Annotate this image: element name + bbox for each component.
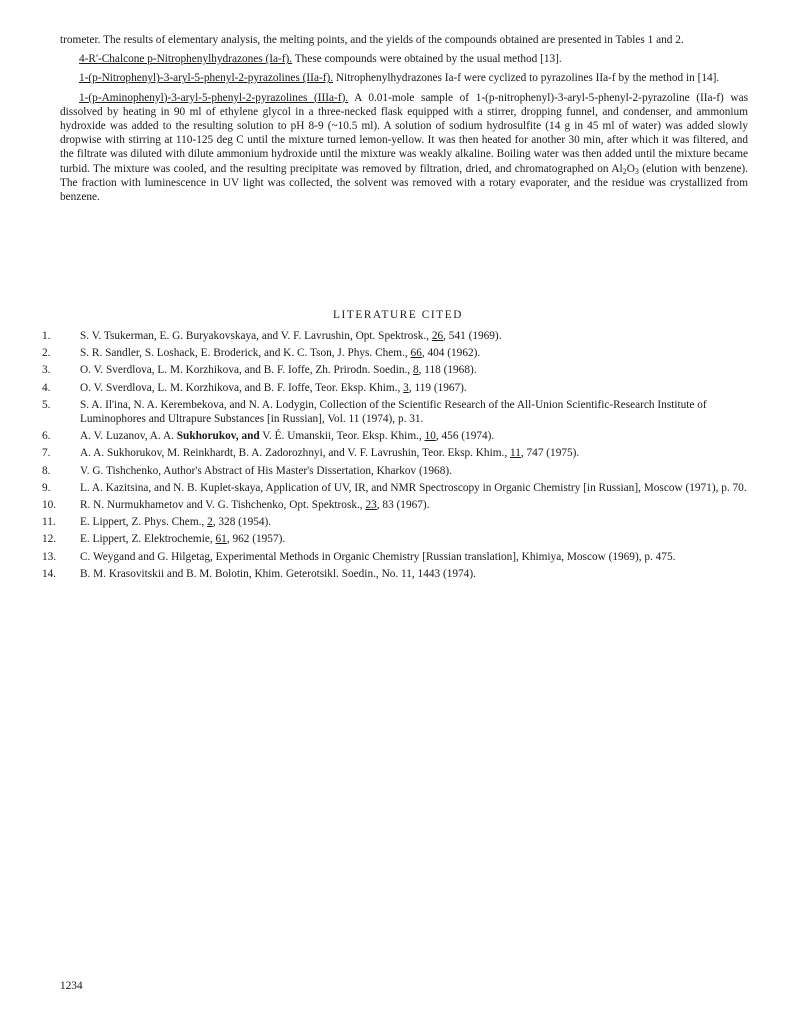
reference-volume: 2 [207, 516, 213, 529]
reference-item [42, 498, 748, 512]
reference-text: , 541 (1969). [443, 330, 502, 342]
reference-item [42, 567, 748, 581]
reference-number: 8. [42, 464, 51, 477]
reference-number: 11. [42, 516, 56, 529]
reference-number: 13. [42, 550, 57, 563]
reference-volume: 66 [410, 347, 422, 360]
section-aminophenyl-pyrazolines [60, 91, 748, 205]
reference-number: 1. [42, 330, 51, 342]
reference-item [42, 381, 748, 395]
reference-item [42, 446, 748, 460]
reference-number: 3. [42, 364, 51, 377]
reference-text: , 328 (1954). [212, 516, 272, 529]
reference-text: , 404 (1962). [421, 347, 481, 360]
reference-text: V. G. Tishchenko, Author's Abstract of His Master's Dissertation, Kharkov (1968). [80, 464, 452, 477]
reference-text: , 118 (1968). [418, 364, 477, 377]
reference-text: C. Weygand and G. Hilgetag, Experimental Methods in Organic Chemistry [Russian translation], Khimiya, Moscow (1969), p. 475. [80, 550, 676, 563]
subscript: 2 [622, 166, 627, 176]
literature-cited-heading: LITERATURE CITED [332, 309, 464, 321]
reference-text: E. Lippert, Z. Elektrochemie, [80, 533, 216, 546]
reference-text: L. A. Kazitsina, and N. B. Kuplet-skaya, Application of UV, IR, and NMR Spectroscopy in Organic Chemistry [in Russian], Moscow (1971), p. 70. [80, 481, 747, 494]
reference-item [42, 346, 748, 360]
reference-text: B. M. Krasovitskii and B. M. Bolotin, Khim. Geterotsikl. Soedin., No. 11, 1443 (1974). [80, 567, 476, 580]
reference-item [42, 464, 748, 478]
reference-item [42, 363, 748, 377]
reference-text: , 119 (1967). [408, 381, 467, 394]
reference-number: 6. [42, 430, 51, 443]
reference-item [42, 515, 748, 529]
reference-item [42, 329, 748, 343]
intro-paragraph: trometer. The results of elementary analysis, the melting points, and the yields of the compounds obtained are presented in Tables 1 and 2. [60, 34, 684, 46]
body-text [60, 33, 748, 209]
reference-text-bold: Sukhorukov, and [176, 430, 260, 443]
reference-list [42, 329, 748, 584]
reference-item [42, 550, 748, 564]
reference-number: 10. [42, 499, 57, 512]
section-text: These compounds were obtained by the usual method [13]. [292, 53, 562, 66]
reference-number: 12. [42, 533, 57, 546]
reference-number: 7. [42, 447, 51, 460]
reference-text: O. V. Sverdlova, L. M. Korzhikova, and B. F. Ioffe, Zh. Prirodn. Soedin., [80, 364, 413, 377]
section-nitrophenyl-pyrazolines [60, 71, 748, 85]
reference-item [42, 532, 748, 546]
section-text: O [626, 162, 635, 175]
reference-text: V. É. Umanskii, Teor. Eksp. Khim., [259, 430, 425, 443]
reference-item [42, 481, 748, 495]
reference-text: A. A. Sukhorukov, M. Reinkhardt, B. A. Zadorozhnyi, and V. F. Lavrushin, Teor. Eksp. Khim., [80, 447, 510, 460]
section-text: Nitrophenylhydrazones Ia-f were cyclized to pyrazolines IIa-f by the method in [14]. [333, 72, 720, 85]
reference-text: , 962 (1957). [226, 533, 286, 546]
reference-text: O. V. Sverdlova, L. M. Korzhikova, and B. F. Ioffe, Teor. Eksp. Khim., [80, 381, 404, 394]
reference-number: 2. [42, 347, 51, 360]
reference-volume: 61 [215, 533, 227, 546]
reference-text: , 747 (1975). [520, 447, 580, 460]
reference-text: S. A. Il'ina, N. A. Kerembekova, and N. A. Lodygin, Collection of the Scientific Research of the All-Union Scientific-Research Institute of Luminophores and Ultrapure Substances [in Russian], Vol. 11 (1974), p. 31. [80, 398, 707, 426]
reference-number: 14. [42, 567, 57, 580]
reference-text: R. N. Nurmukhametov and V. G. Tishchenko, Opt. Spektrosk., [80, 499, 366, 512]
reference-text: A. V. Luzanov, A. A. [80, 430, 177, 443]
reference-number: 5. [42, 398, 51, 411]
section-heading: 1-(p-Aminophenyl)-3-aryl-5-phenyl-2-pyrazolines (IIIa-f). [79, 91, 349, 104]
reference-number: 4. [42, 381, 51, 394]
reference-volume: 11 [509, 447, 521, 460]
reference-item [42, 429, 748, 443]
section-heading: 1-(p-Nitrophenyl)-3-aryl-5-phenyl-2-pyrazolines (IIa-f). [79, 72, 334, 85]
reference-volume: 23 [365, 499, 377, 512]
section-heading: 4-R'-Chalcone p-Nitrophenylhydrazones (Ia-f). [79, 53, 293, 66]
reference-text: E. Lippert, Z. Phys. Chem., [80, 516, 208, 529]
section-chalcone-hydrazones [60, 52, 748, 66]
reference-volume: 8 [412, 364, 419, 377]
reference-text: S. V. Tsukerman, E. G. Buryakovskaya, and V. F. Lavrushin, Opt. Spektrosk., [80, 330, 432, 342]
subscript: 3 [634, 166, 639, 176]
reference-volume: 26 [431, 330, 444, 342]
section-text: A 0.01-mole sample of 1-(p-nitrophenyl)-3-aryl-5-phenyl-2-pyrazoline (IIa-f) was dissolved by heating in 90 ml of ethylene glycol in a three-necked flask equipped with a stirrer, dropping funnel, and condenser, and ammonium hydroxide was added to the resulting solution to pH 8-9 (~10.5 ml). A solution of sodium hydrosulfite (14 g in 45 ml of water) was added slowly dropwise with stirring at 110-125 deg C until the mixture turned lemon-yellow. It was then heated for another 30 min, after which it was filtered, and the filtrate was diluted with dilute ammonium hydroxide until the mixture was weakly alkaline. Boiling water was then added until the mixture became turbid. The mixture was cooled, and the resulting precipitate was removed by filtration, dried, and chromatographed on Al [60, 91, 749, 175]
reference-text: , 456 (1974). [435, 430, 495, 443]
reference-text: S. R. Sandler, S. Loshack, E. Broderick, and K. C. Tson, J. Phys. Chem., [80, 347, 411, 360]
reference-text: , 83 (1967). [376, 499, 430, 512]
reference-volume: 3 [403, 381, 409, 394]
reference-volume: 10 [424, 430, 436, 443]
reference-number: 9. [42, 481, 51, 494]
section-text: (elution with benzene). The fraction with luminescence in UV light was collected, the solvent was removed with a rotary evaporater, and the residue was crystallized from benzene. [60, 162, 748, 204]
reference-item [42, 398, 748, 426]
page-number: 1234 [60, 980, 83, 992]
